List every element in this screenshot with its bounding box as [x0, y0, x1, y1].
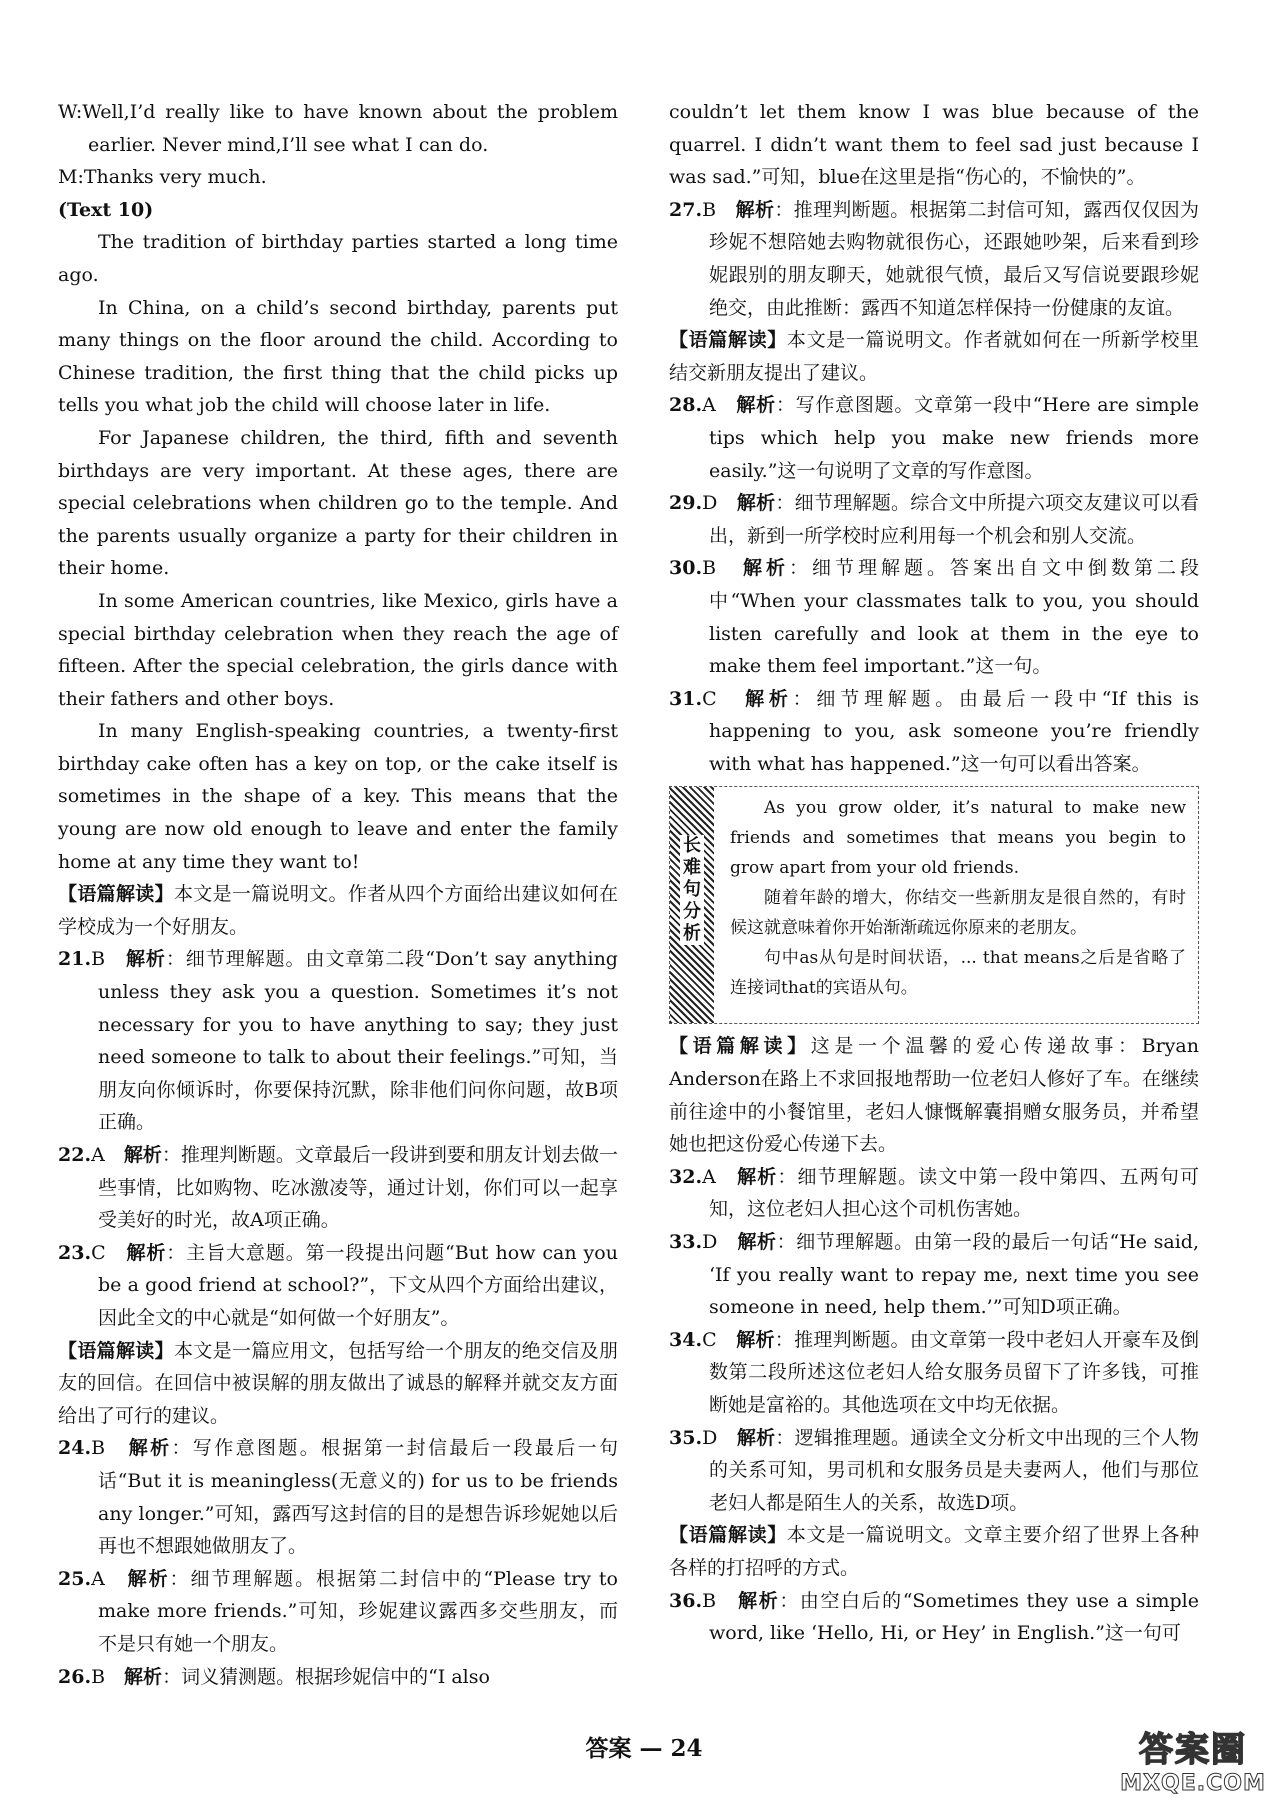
answer-item [669, 1226, 1199, 1324]
answer-number: 33. [669, 1231, 703, 1254]
box-chinese-translation: 随着年龄的增大，你结交一些新朋友是很自然的，有时候这就意味着你开始渐渐疏远你原来的老朋友。 [730, 888, 1186, 939]
answer-item [669, 1324, 1199, 1422]
reading-note-text: 本文是一篇说明文。文章主要介绍了世界上各种各样的打招呼的方式。 [669, 1524, 1199, 1579]
text-10-title: (Text 10) [58, 198, 154, 221]
answer-key-label: 解析 [737, 1165, 778, 1188]
answer-number: 26. [58, 1665, 92, 1688]
answer-key-label: 解析 [745, 687, 793, 710]
answer-number: 25. [58, 1567, 92, 1590]
page-footer [0, 1730, 1288, 1763]
box-content [730, 793, 1186, 1003]
passage-paragraph: In some American countries, like Mexico, girls have a special birthday celebration when they reach the age of fifteen. After the special celebration, the girls dance with their fathers and other boys. [58, 589, 618, 710]
answer-letter: B [91, 948, 106, 971]
answer-key-label: 解析 [736, 1426, 776, 1449]
answer-item [669, 194, 1199, 324]
footer-dash: — [639, 1735, 663, 1762]
answer-number: 29. [669, 492, 703, 515]
answer-explanation: ：写作意图题。文章第一段中“Here are simple tips which help you make new friends more easily.”这一句说明了文章的写作意图。 [709, 394, 1199, 482]
answer-explanation: ：推理判断题。根据第二封信可知，露西仅仅因为珍妮不想陪她去购物就很伤心，还跟她吵架，后来看到珍妮跟别的朋友聊天，她就很气愤，最后又写信说要跟珍妮绝交，由此推断：露西不知道怎样保持一份健康的友谊。 [709, 198, 1199, 319]
reading-note-tag: 【语篇解读】 [669, 1524, 787, 1547]
box-english-sentence: As you grow older, it’s natural to make new friends and sometimes that means you begin to grow apart from your old friends. [730, 798, 1186, 879]
answer-number: 23. [58, 1241, 92, 1264]
answer-explanation: ：推理判断题。由文章第一段中老妇人开豪车及倒数第二段所述这位老妇人给女服务员留下了许多钱，可推断她是富裕的。其他选项在文中均无依据。 [709, 1328, 1199, 1416]
answer-letter: A [702, 394, 716, 417]
footer-label: 答案 [585, 1735, 632, 1762]
answer-letter: C [91, 1241, 106, 1264]
reading-note-tag: 【语篇解读】 [58, 1339, 174, 1362]
answer-number: 30. [669, 557, 703, 580]
reading-note-text: 本文是一篇说明文。作者就如何在一所新学校里结交新朋友提出了建议。 [669, 329, 1199, 384]
answer-explanation: ：细节理解题。综合文中所提六项交友建议可以看出，新到一所学校时应利用每一个机会和别人交流。 [709, 492, 1199, 547]
passage-paragraph: In China, on a child’s second birthday, parents put many things on the floor around the child. According to Chinese tradition, the first thing that the child picks up tells you what job the child will choose later in life. [58, 296, 618, 417]
answer-number: 34. [669, 1328, 703, 1351]
answer-item [669, 552, 1199, 682]
answer-key-label: 解析 [736, 492, 776, 515]
answer-item [58, 1139, 618, 1237]
reading-note-tag: 【语篇解读】 [669, 1035, 811, 1058]
answer-explanation: ：细节理解题。根据第二封信中的“Please try to make more friends.”可知，珍妮建议露西多交些朋友，而不是只有她一个朋友。 [98, 1567, 618, 1655]
answer-key-label: 解析 [736, 394, 776, 417]
answer-explanation: ：细节理解题。由第一段的最后一句话“He said, ‘If you really want to repay me, next time you see someone in need, help them.’”可知D项正确。 [709, 1231, 1199, 1319]
answer-key-label: 解析 [127, 1567, 170, 1590]
passage-paragraph: The tradition of birthday parties started a long time ago. [58, 231, 618, 286]
answer-item [669, 683, 1199, 781]
answer-key-label: 解析 [743, 557, 790, 580]
reading-note-text: 这是一个温馨的爱心传递故事：Bryan Anderson在路上不求回报地帮助一位老妇人修好了车。在继续前往途中的小餐馆里，老妇人慷慨解囊捐赠女服务员，并希望她也把这份爱心传递下去。 [669, 1035, 1199, 1156]
watermark-top-text: 答案圈 [1139, 1730, 1247, 1770]
continuation-text: couldn’t let them know I was blue because of the quarrel. I didn’t want them to feel sad just because I was sad.”可知，blue在这里是指“伤心的，不愉快的”。 [669, 101, 1199, 189]
answer-key-label: 解析 [124, 1665, 163, 1688]
watermark-bottom-text: MXQE.COM [1120, 1771, 1266, 1796]
answer-letter: D [702, 1426, 718, 1449]
answer-letter: A [702, 1165, 716, 1188]
answer-number: 35. [669, 1426, 703, 1449]
answer-number: 36. [669, 1589, 703, 1612]
answer-item [669, 1161, 1199, 1226]
answer-key-label: 解析 [126, 1241, 167, 1264]
answer-number: 32. [669, 1165, 703, 1188]
answer-number: 21. [58, 948, 92, 971]
answer-letter: B [91, 1437, 106, 1460]
reading-note [58, 878, 618, 943]
box-side-stripe [670, 787, 714, 1023]
answer-explanation: ：由空白后的“Sometimes they use a simple word, like ‘Hello, Hi, or Hey’ in English.”这一句可 [709, 1589, 1199, 1645]
answer-key-label: 解析 [128, 1437, 172, 1460]
reading-note-text: 本文是一篇应用文，包括写给一个朋友的绝交信及朋友的回信。在回信中被误解的朋友做出了诚恳的解释并就交友方面给出了可行的建议。 [58, 1339, 618, 1427]
answer-number: 28. [669, 394, 703, 417]
watermark-logo [1118, 1722, 1268, 1796]
answer-letter: B [702, 1589, 717, 1612]
box-grammar-note: 句中as从句是时间状语，... that means之后是省略了连接词that的宾语从句。 [730, 948, 1186, 999]
answer-item [669, 1422, 1199, 1520]
answer-item [58, 1661, 618, 1694]
reading-note [669, 324, 1199, 389]
answer-item [669, 389, 1199, 487]
answer-key-label: 解析 [738, 1589, 780, 1612]
answer-key-label: 解析 [735, 198, 775, 221]
answer-number: 24. [58, 1437, 92, 1460]
reading-note-tag: 【语篇解读】 [669, 329, 787, 352]
answer-explanation: ：细节理解题。由最后一段中“If this is happening to you, ask someone you’re friendly with what has happened.”这一句可以看出答案。 [709, 687, 1199, 775]
answer-explanation: ：主旨大意题。第一段提出问题“But how can you be a good friend at school?”，下文从四个方面给出建议，因此全文的中心就是“如何做一个好朋友”。 [98, 1241, 618, 1329]
answer-letter: A [91, 1144, 105, 1166]
long-sentence-analysis-box [669, 786, 1199, 1024]
answer-item [58, 943, 618, 1139]
answer-letter: D [702, 1231, 718, 1254]
answer-explanation: ：词义猜测题。根据珍妮信中的“I also [162, 1665, 490, 1688]
reading-note [58, 1335, 618, 1433]
answer-letter: C [702, 1328, 717, 1351]
passage-paragraph: In many English-speaking countries, a twenty-first birthday cake often has a key on top, or the cake itself is sometimes in the shape of a key. This means that the young are now old enough to leave and enter the family home at any time they want to! [58, 720, 618, 873]
page-number: 24 [670, 1735, 703, 1762]
answer-letter: A [91, 1567, 105, 1590]
dialogue-line: M:Thanks very much. [58, 166, 267, 189]
reading-note [669, 1519, 1199, 1584]
answer-key-label: 解析 [736, 1328, 775, 1351]
answer-item [669, 1585, 1199, 1650]
answer-explanation: ：推理判断题。文章最后一段讲到要和朋友计划去做一些事情，比如购物、吃冰激凌等，通过计划，你们可以一起享受美好的时光，故A项正确。 [98, 1144, 618, 1232]
answer-number: 22. [58, 1144, 92, 1166]
answer-item [58, 1432, 618, 1562]
answer-explanation: ：细节理解题。读文中第一段中第四、五两句可知，这位老妇人担心这个司机伤害她。 [709, 1165, 1199, 1221]
reading-note-text: 本文是一篇说明文。作者从四个方面给出建议如何在学校成为一个好朋友。 [58, 883, 618, 938]
answer-item [58, 1237, 618, 1335]
answer-item [58, 1563, 618, 1661]
answer-letter: B [702, 557, 717, 580]
answer-number: 31. [669, 687, 703, 710]
answer-letter: D [702, 492, 718, 515]
passage-paragraph: For Japanese children, the third, fifth and seventh birthdays are very important. At these ages, there are special celebrations when children go to the temple. And the parents usually organize a party for their children in their home. [58, 426, 618, 580]
box-side-label: 长难句分析 [680, 835, 704, 945]
answer-explanation: ：细节理解题。答案出自文中倒数第二段中“When your classmates talk to you, you should listen carefully and look at them in the eye to make them feel important.”这一句。 [709, 557, 1199, 678]
left-column [58, 96, 618, 1693]
reading-note [669, 1030, 1199, 1160]
answer-letter: B [702, 198, 717, 221]
dialogue-line: W:Well,I’d really like to have known about the problem earlier. Never mind,I’ll see what I can do. [58, 101, 618, 156]
answer-key-label: 解析 [123, 1144, 162, 1166]
reading-note-tag: 【语篇解读】 [58, 883, 174, 906]
answer-key-label: 解析 [125, 948, 166, 971]
answer-letter: C [702, 687, 717, 710]
answer-key-label: 解析 [737, 1231, 777, 1254]
answer-item [669, 487, 1199, 552]
answer-letter: B [91, 1665, 106, 1688]
answer-number: 27. [669, 198, 703, 221]
answer-explanation: ：逻辑推理题。通读全文分析文中出现的三个人物的关系可知，男司机和女服务员是夫妻两人，他们与那位老妇人都是陌生人的关系，故选D项。 [709, 1426, 1199, 1514]
answer-explanation: ：细节理解题。由文章第二段“Don’t say anything unless they ask you a question. Sometimes it’s not necessary for you to have anything to say; they just need someone to talk to about their feelings.”可知，当朋友向你倾诉时，你要保持沉默，除非他们问你问题，故B项正确。 [98, 948, 618, 1134]
right-column [669, 96, 1199, 1650]
answer-explanation: ：写作意图题。根据第一封信最后一段最后一句话“But it is meaningless(无意义的) for us to be friends any longer.”可知，露西写这封信的目的是想告诉珍妮她以后再也不想跟她做朋友了。 [98, 1437, 618, 1558]
